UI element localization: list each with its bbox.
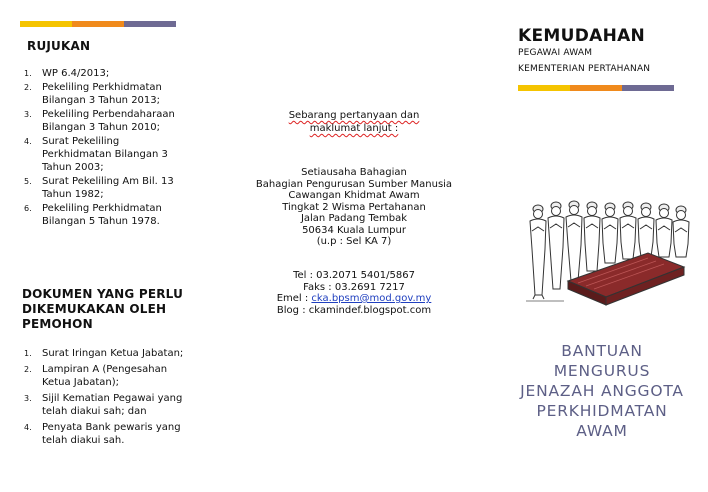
address-line: Bahagian Pengurusan Sumber Manusia [255, 178, 453, 190]
list-number: 4. [24, 137, 32, 146]
list-text: Lampiran A (Pengesahan [42, 364, 168, 375]
title-line: JENAZAH ANGGOTA [520, 382, 684, 400]
list-text: Bilangan 5 Tahun 1978. [42, 216, 160, 227]
list-item [24, 392, 234, 418]
figure [638, 203, 654, 257]
emel-line [236, 293, 472, 305]
list-item [24, 202, 229, 228]
blog-line [236, 305, 472, 317]
list-item [24, 108, 229, 134]
list-text: telah diakui sah; dan [42, 406, 147, 417]
list-number: 2. [24, 365, 32, 374]
list-item [24, 135, 229, 174]
dokumen-heading [22, 287, 183, 332]
title-line: BANTUAN [561, 342, 643, 360]
list-item [24, 347, 234, 360]
list-text: telah diakui sah. [42, 435, 125, 446]
email-link[interactable]: cka.bpsm@mod.gov.my [311, 293, 432, 304]
stripe-yellow [518, 85, 570, 91]
list-text: Tahun 2003; [42, 162, 104, 173]
figure [620, 202, 636, 259]
contact-details [236, 270, 472, 316]
list-text: Surat Pekeliling Am Bil. 13 [42, 176, 174, 187]
list-item [24, 81, 229, 107]
list-item [24, 175, 229, 201]
list-text: Pekeliling Perbendaharaan [42, 109, 175, 120]
enquiry-intro [236, 109, 472, 135]
figure [656, 204, 672, 257]
address-line: Setiausaha Bahagian [301, 167, 407, 178]
list-item [24, 67, 229, 80]
blog-value: ckamindef.blogspot.com [308, 304, 432, 316]
contact-address [236, 167, 472, 248]
address-line: Tingkat 2 Wisma Pertahanan [282, 201, 426, 213]
brand-title: KEMUDAHAN [518, 26, 646, 46]
coffin [568, 253, 684, 305]
tel-line: Tel : 03.2071 5401/5867 [293, 270, 415, 281]
address-line: 50634 Kuala Lumpur [302, 224, 406, 236]
list-number: 5. [24, 177, 32, 186]
emel-label: Emel : [276, 293, 312, 304]
intro-line: Sebarang pertanyaan dan [288, 110, 420, 121]
list-text: Pekeliling Perkhidmatan [42, 82, 162, 93]
title-line: PERKHIDMATAN [536, 402, 668, 420]
intro-line: maklumat lanjut : [309, 123, 399, 134]
brand-subtitle: PEGAWAI AWAM [518, 48, 593, 58]
stripe-purple [124, 21, 176, 27]
middle-panel [236, 0, 472, 492]
title-line: MENGURUS [553, 362, 651, 380]
stripe-orange [72, 21, 124, 27]
list-number: 1. [24, 69, 32, 78]
stripe-purple [622, 85, 674, 91]
brand-subtitle: KEMENTERIAN PERTAHANAN [518, 64, 651, 74]
list-text: Bilangan 3 Tahun 2010; [42, 122, 161, 133]
list-text: Bilangan 3 Tahun 2013; [42, 95, 161, 106]
stripe-yellow [20, 21, 72, 27]
rujukan-heading: RUJUKAN [27, 39, 91, 53]
stripe-orange [570, 85, 622, 91]
address-line: Cawangan Khidmat Awam [288, 190, 420, 201]
blog-label: Blog : [276, 304, 309, 316]
list-number: 6. [24, 204, 32, 213]
list-item [24, 421, 234, 447]
address-line: Jalan Padang Tembak [300, 213, 408, 224]
list-text: Pekeliling Perkhidmatan [42, 203, 162, 214]
list-text: Surat Iringan Ketua Jabatan; [42, 348, 184, 359]
list-text: Perkhidmatan Bilangan 3 [42, 149, 168, 160]
list-number: 4. [24, 423, 32, 432]
figure [584, 202, 600, 271]
leaflet-title [502, 341, 702, 441]
list-number: 2. [24, 83, 32, 92]
address-line: (u.p : Sel KA 7) [316, 236, 392, 247]
dokumen-list [24, 347, 234, 448]
list-text: Sijil Kematian Pegawai yang [42, 393, 183, 404]
dokumen-heading-line: DOKUMEN YANG PERLU [22, 287, 184, 301]
list-text: Tahun 1982; [42, 189, 104, 200]
list-text: Ketua Jabatan); [42, 377, 119, 388]
figure [530, 205, 546, 299]
list-number: 1. [24, 349, 32, 358]
figure [566, 201, 582, 281]
figure [602, 203, 618, 263]
right-panel [472, 0, 708, 492]
mourners-illustration [524, 197, 696, 307]
list-number: 3. [24, 110, 32, 119]
dokumen-heading-line: DIKEMUKAKAN OLEH [22, 302, 167, 316]
list-text: WP 6.4/2013; [42, 68, 110, 79]
rujukan-list [24, 67, 229, 229]
list-item [24, 363, 234, 389]
list-number: 3. [24, 394, 32, 403]
left-panel [0, 0, 236, 492]
faks-line: Faks : 03.2691 7217 [303, 281, 405, 293]
dokumen-heading-line: PEMOHON [22, 317, 93, 331]
figure [548, 202, 564, 289]
list-text: Surat Pekeliling [42, 136, 120, 147]
list-text: Penyata Bank pewaris yang [42, 422, 181, 433]
title-line: AWAM [576, 422, 628, 440]
